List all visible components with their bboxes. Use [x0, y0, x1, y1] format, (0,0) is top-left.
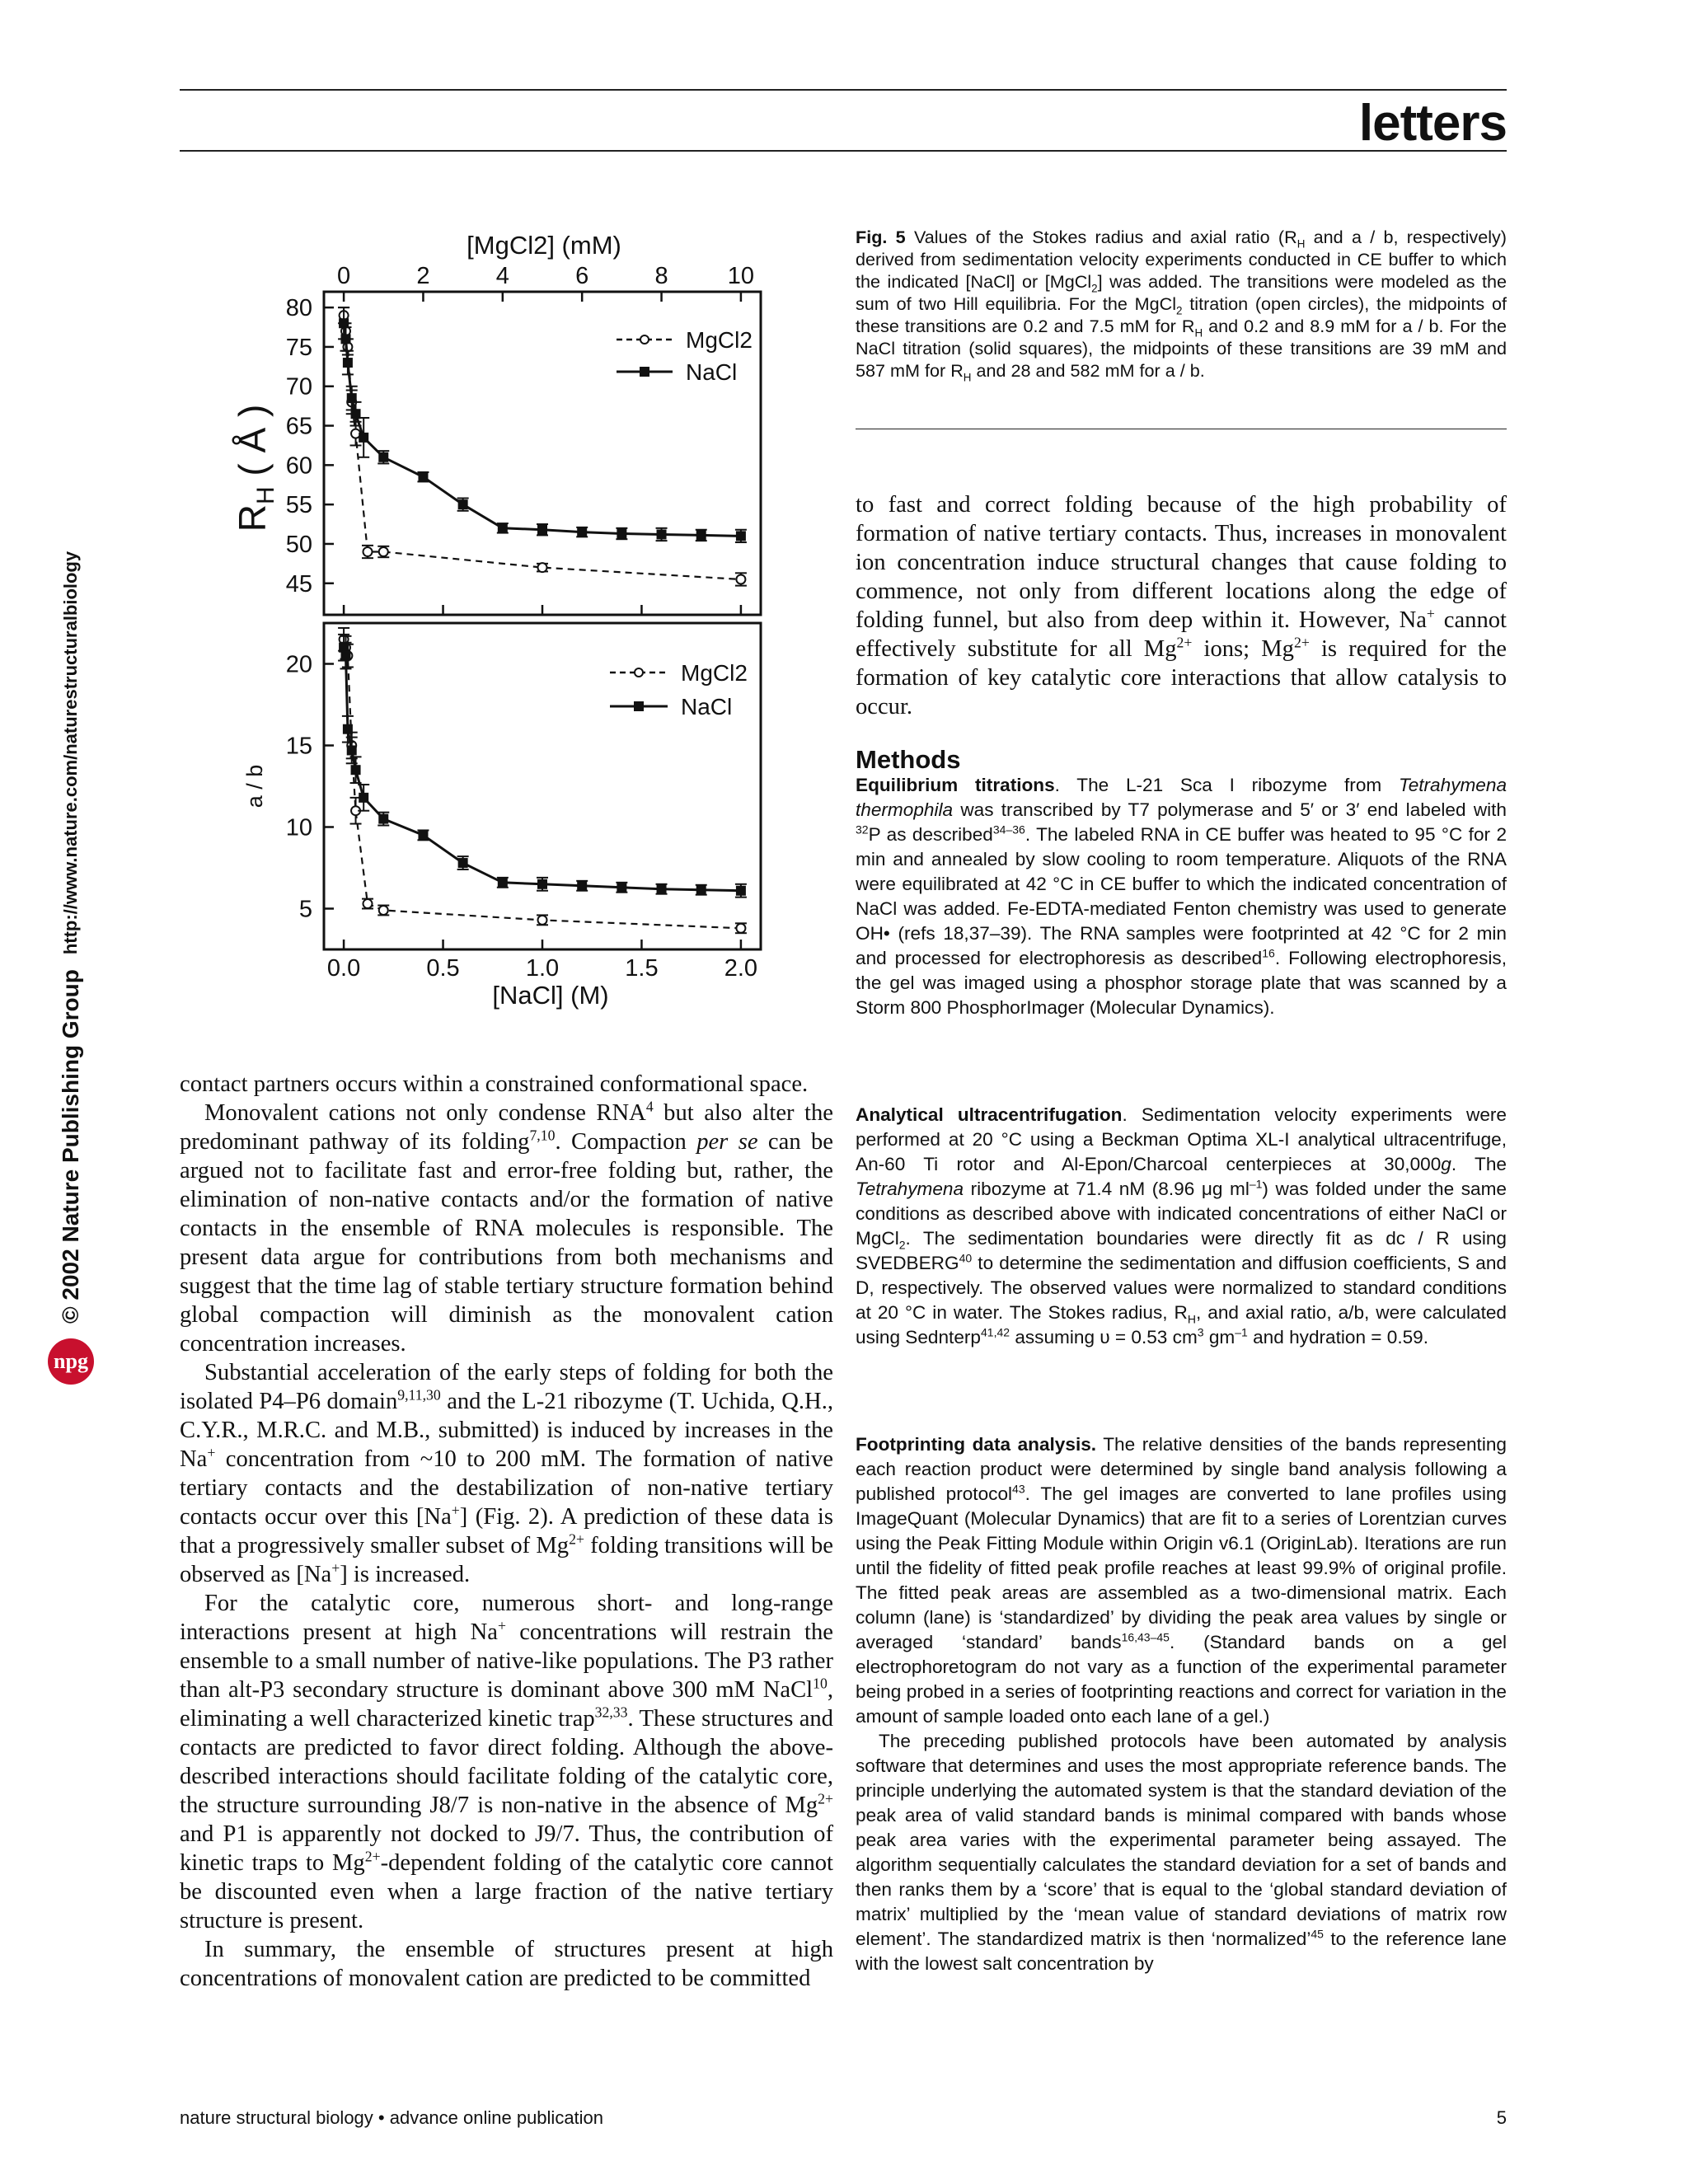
- data-point-mgcl2: [379, 906, 388, 915]
- y-tick-label: 80: [285, 295, 312, 322]
- y-tick-label: 20: [285, 651, 312, 678]
- data-point-mgcl2: [363, 899, 373, 908]
- data-point-nacl: [343, 358, 353, 368]
- data-point-nacl: [696, 885, 706, 895]
- x2-tick-label: 2: [416, 263, 430, 289]
- panel-rh: [286, 295, 747, 598]
- data-point-mgcl2: [736, 574, 745, 583]
- y-tick-label: 15: [285, 733, 312, 760]
- data-point-mgcl2: [538, 916, 547, 925]
- caption-label: Fig. 5: [856, 227, 906, 247]
- page-number: 5: [1496, 2107, 1507, 2128]
- data-point-mgcl2: [363, 547, 373, 556]
- data-point-nacl: [351, 765, 361, 775]
- x-tick-label: 1.5: [625, 955, 659, 982]
- data-point-nacl: [537, 879, 547, 889]
- series-line-mgcl2: [344, 316, 741, 579]
- data-point-nacl: [657, 884, 667, 894]
- methods-footprinting: Footprinting data analysis. The relative densities of the bands representing each reaction product were determined by single band analysis following a published protocol$^{43}$. The gel images are converted to lane profiles using ImageQuant (Molecular Dynamics) that are fit to a series of Lorentzian curves using the Peak Fitting Module within Origin v6.1 (OriginLab). Iterations are run until the fidelity of fitted peak profile reaches at least 99.9% of original profile. The fitted peak areas are assembled as a two-dimensional matrix. Each column (lane) is ‘standardized’ by dividing the peak area values by single or averaged ‘standard’ bands$^{16,43-45}$. (Standard bands on a gel electrophoretogram do not vary as a function of the experimental parameter being probed in a series of footprinting reactions and correct for variation in the amount of sample loaded onto each lane of a gel.) The preceding published protocols have been automated by analysis software that determines and uses the most appropriate reference bands. The principle underlying the automated system is that the standard deviation of the peak area of valid standard bands is minimal compared with bands whose peak area varies with the experimental parameter being assayed. The algorithm sequentially calculates the standard deviation for a set of bands and then ranks them by a ‘score’ that is equal to the ‘global standard deviation of matrix’ multiplied by the ‘mean value of standard deviations of matrix row element’. The standardized matrix is then ‘normalized’$^{45}$ to the reference lane with the lowest salt concentration by: [856, 1434, 1507, 1974]
- journal-url[interactable]: http://www.nature.com/naturestructuralbiology: [60, 551, 81, 955]
- series-line-nacl: [344, 323, 741, 536]
- header-rule: [180, 150, 1507, 152]
- legend-rh-na: NaCl: [686, 359, 738, 385]
- legend-ab: [610, 660, 748, 719]
- x2-tick-label: 0: [337, 263, 351, 289]
- y-tick-label: 50: [285, 531, 312, 558]
- data-point-nacl: [736, 886, 746, 896]
- x2-tick-label: 8: [654, 263, 668, 289]
- data-point-nacl: [736, 531, 746, 541]
- y-tick-label: 45: [285, 570, 312, 598]
- data-point-nacl: [378, 452, 388, 462]
- data-point-nacl: [341, 651, 351, 661]
- paragraph: Monovalent cations not only condense RNA$^4$ but also alter the predominant pathway of its folding$^{7,10}$. Compaction per se can be argued not to facilitate fast and error-free folding but, rather, the elimination of non-native contacts and/or the formation of native contacts in the ensemble of RNA molecules is responsible. The present data argue for contributions from both mechanisms and suggest that the time lag of stable tertiary structure formation behind global compaction will diminish as the monovalent cation concentration increases.: [180, 1098, 834, 1357]
- data-point-nacl: [359, 793, 368, 803]
- paragraph: Substantial acceleration of the early steps of folding for both the isolated P4–P6 domain$^{9,11,30}$ and the L-21 ribozyme (T. Uchida, Q.H., C.Y.R., M.R.C. and M.B., submitted) is induced by increases in the Na+ concentration from ~10 to 200 mM. The formation of native tertiary contacts and the destabilization of non-native tertiary contacts occur over this [Na+] (Fig. 2). A prediction of these data is that a progressively smaller subset of $Mg^{2+}$ folding transitions will be observed as [Na+] is increased.: [180, 1360, 834, 1587]
- paragraph: contact partners occurs within a constrained conformational space.: [180, 1071, 809, 1097]
- legend-rh-mg: MgCl2: [686, 327, 753, 353]
- x2-tick-label: 10: [727, 263, 755, 289]
- data-point-nacl: [343, 724, 353, 734]
- data-point-nacl: [359, 433, 368, 443]
- bottom-axis-label: [NaCl] (M): [492, 981, 609, 1010]
- data-point-nacl: [458, 499, 468, 509]
- paragraph: In summary, the ensemble of structures present at high concentrations of monovalent cation are predicted to be committed: [180, 1937, 833, 1991]
- data-point-nacl: [577, 527, 587, 537]
- npg-logo: npg: [48, 1338, 94, 1385]
- data-point-nacl: [341, 334, 351, 344]
- y-tick-label: 60: [285, 452, 312, 480]
- data-point-nacl: [617, 883, 626, 893]
- x-tick-label: 0.5: [426, 955, 460, 982]
- x2-tick-label: 6: [575, 263, 589, 289]
- legend-rh: [617, 327, 753, 385]
- data-point-nacl: [498, 878, 508, 888]
- x-tick-label: 2.0: [724, 955, 758, 982]
- data-point-nacl: [458, 858, 468, 868]
- data-point-nacl: [537, 525, 547, 535]
- paragraph: For the catalytic core, numerous short- and long-range interactions present at high Na+ concentrations will restrain the ensemble to a small number of native-like populations. The P3 rather than alt-P3 secondary structure is dominant above 300 mM NaCl$^{10}$, eliminating a well characterized kinetic trap$^{32,33}$. These structures and contacts are predicted to favor direct folding. Although the above-described interactions should facilitate folding of the catalytic core, the structure surrounding J8/7 is non-native in the absence of $Mg^{2+}$ and P1 is apparently not docked to J9/7. Thus, the contribution of kinetic traps to $Mg^{2+}$-dependent folding of the catalytic core cannot be discounted even when a large fraction of the native tertiary structure is present.: [180, 1591, 833, 1933]
- top-rule: [180, 89, 1507, 91]
- methods-equilibrium-titrations: Equilibrium titrations. The L-21 Sca I ribozyme from Tetrahymena thermophila was transcribed by T7 polymerase and 5′ or 3′ end labeled with $^{32}$P as described$^{34-36}$. The labeled RNA in CE buffer was heated to 95 °C for 2 min and annealed by slow cooling to room temperature. Aliquots of the RNA were equilibrated at 42 °C in CE buffer to which the indicated concentration of NaCl was added. Fe-EDTA-mediated Fenton chemistry was used to generate OH• (refs 18,37–39). The RNA samples were footprinted at 42 °C for 2 min and processed for electrophoresis as described$^{16}$. Following electrophoresis, the gel was imaged using a phosphor storage plate that was scanned by a Storm 800 PhosphorImager (Molecular Dynamics).: [856, 775, 1507, 1018]
- data-point-nacl: [696, 530, 706, 540]
- footer-journal: nature structural biology • advance online publication: [180, 2107, 604, 2128]
- top-axis-ticks: [337, 263, 754, 302]
- y-tick-label: 75: [285, 334, 312, 361]
- data-point-nacl: [617, 529, 626, 539]
- paragraph: to fast and correct folding because of the high probability of formation of native tertiary contacts. Thus, increases in monovalent ion concentration induce structural changes that cause folding to commence, not only from different locations along the edge of folding funnel, but also from deep within it. However, Na+ cannot effectively substitute for all $Mg^{2+}$ ions; $Mg^{2+}$ is required for the formation of key catalytic core interactions that allow catalysis to occur.: [856, 492, 1507, 719]
- y-tick-label: 5: [298, 896, 312, 923]
- y-axis-label-rh: $R_H$ ( Å ): [231, 404, 279, 532]
- copyright-text: © 2002 Nature Publishing Group: [58, 969, 83, 1324]
- data-point-mgcl2: [736, 924, 745, 933]
- data-point-nacl: [657, 529, 667, 539]
- section-title: letters: [1358, 95, 1507, 152]
- panel-ab: [286, 628, 747, 933]
- data-point-nacl: [577, 881, 587, 891]
- legend-ab-mg: MgCl2: [681, 660, 748, 686]
- x2-tick-label: 4: [495, 263, 509, 289]
- x-tick-label: 0.0: [326, 955, 361, 982]
- y-tick-label: 10: [285, 814, 312, 841]
- y-tick-label: 70: [285, 373, 312, 401]
- methods-ultracentrifugation: Analytical ultracentrifugation. Sedimentation velocity experiments were performed at 20 °C using a Beckman Optima XL-I analytical ultracentrifuge, An-60 Ti rotor and Al-Epon/Charcoal centerpieces at 30,000g. The Tetrahymena ribozyme at 71.4 nM (8.96 μg $ml^{-1}$) was folded under the same conditions as described above with indicated concentrations of either NaCl or MgCl$_2$. The sedimentation boundaries were directly fit as dc / R using SVEDBERG$^{40}$ to determine the sedimentation and diffusion coefficients, S and D, respectively. The observed values were normalized to standard conditions at 20 °C in water. The Stokes radius, $R_H$, and axial ratio, a/b, were calculated using Sednterp$^{41,42}$ assuming υ = 0.53 $cm^3$ $gm^{-1}$ and hydration = 0.59.: [856, 1104, 1507, 1347]
- x-tick-label: 1.0: [525, 955, 560, 982]
- methods-heading: Methods: [856, 745, 961, 774]
- figure-5: [214, 221, 808, 1020]
- data-point-nacl: [347, 745, 357, 755]
- data-point-mgcl2: [379, 547, 388, 556]
- figure-caption: Fig. 5 Values of the Stokes radius and axial ratio ($R_H$ and a / b, respectively) derived from sedimentation velocity experiments conducted in CE buffer to which the indicated [NaCl] or [MgCl$_2$] was added. The transitions were modeled as the sum of two Hill equilibria. For the MgCl$_2$ titration (open circles), the midpoints of these transitions are 0.2 and 7.5 mM for $R_H$ and 0.2 and 8.9 mM for a / b. For the NaCl titration (solid squares), the midpoints of these transitions are 39 mM and 587 mM for $R_H$ and 28 and 582 mM for a / b.: [856, 227, 1507, 384]
- data-point-nacl: [418, 830, 428, 840]
- y-tick-label: 55: [285, 492, 312, 519]
- body-text-left: [180, 1070, 833, 1993]
- legend-ab-na: NaCl: [681, 694, 733, 719]
- y-axis-label-ab: a / b: [242, 764, 267, 808]
- data-point-nacl: [418, 472, 428, 482]
- data-point-mgcl2: [538, 563, 547, 572]
- sidebar-copyright: [48, 551, 94, 1385]
- data-point-nacl: [378, 814, 388, 824]
- top-axis-label: [MgCl2] (mM): [467, 231, 621, 260]
- data-point-nacl: [498, 523, 508, 533]
- body-text-right: [856, 490, 1507, 721]
- y-tick-label: 65: [285, 413, 312, 440]
